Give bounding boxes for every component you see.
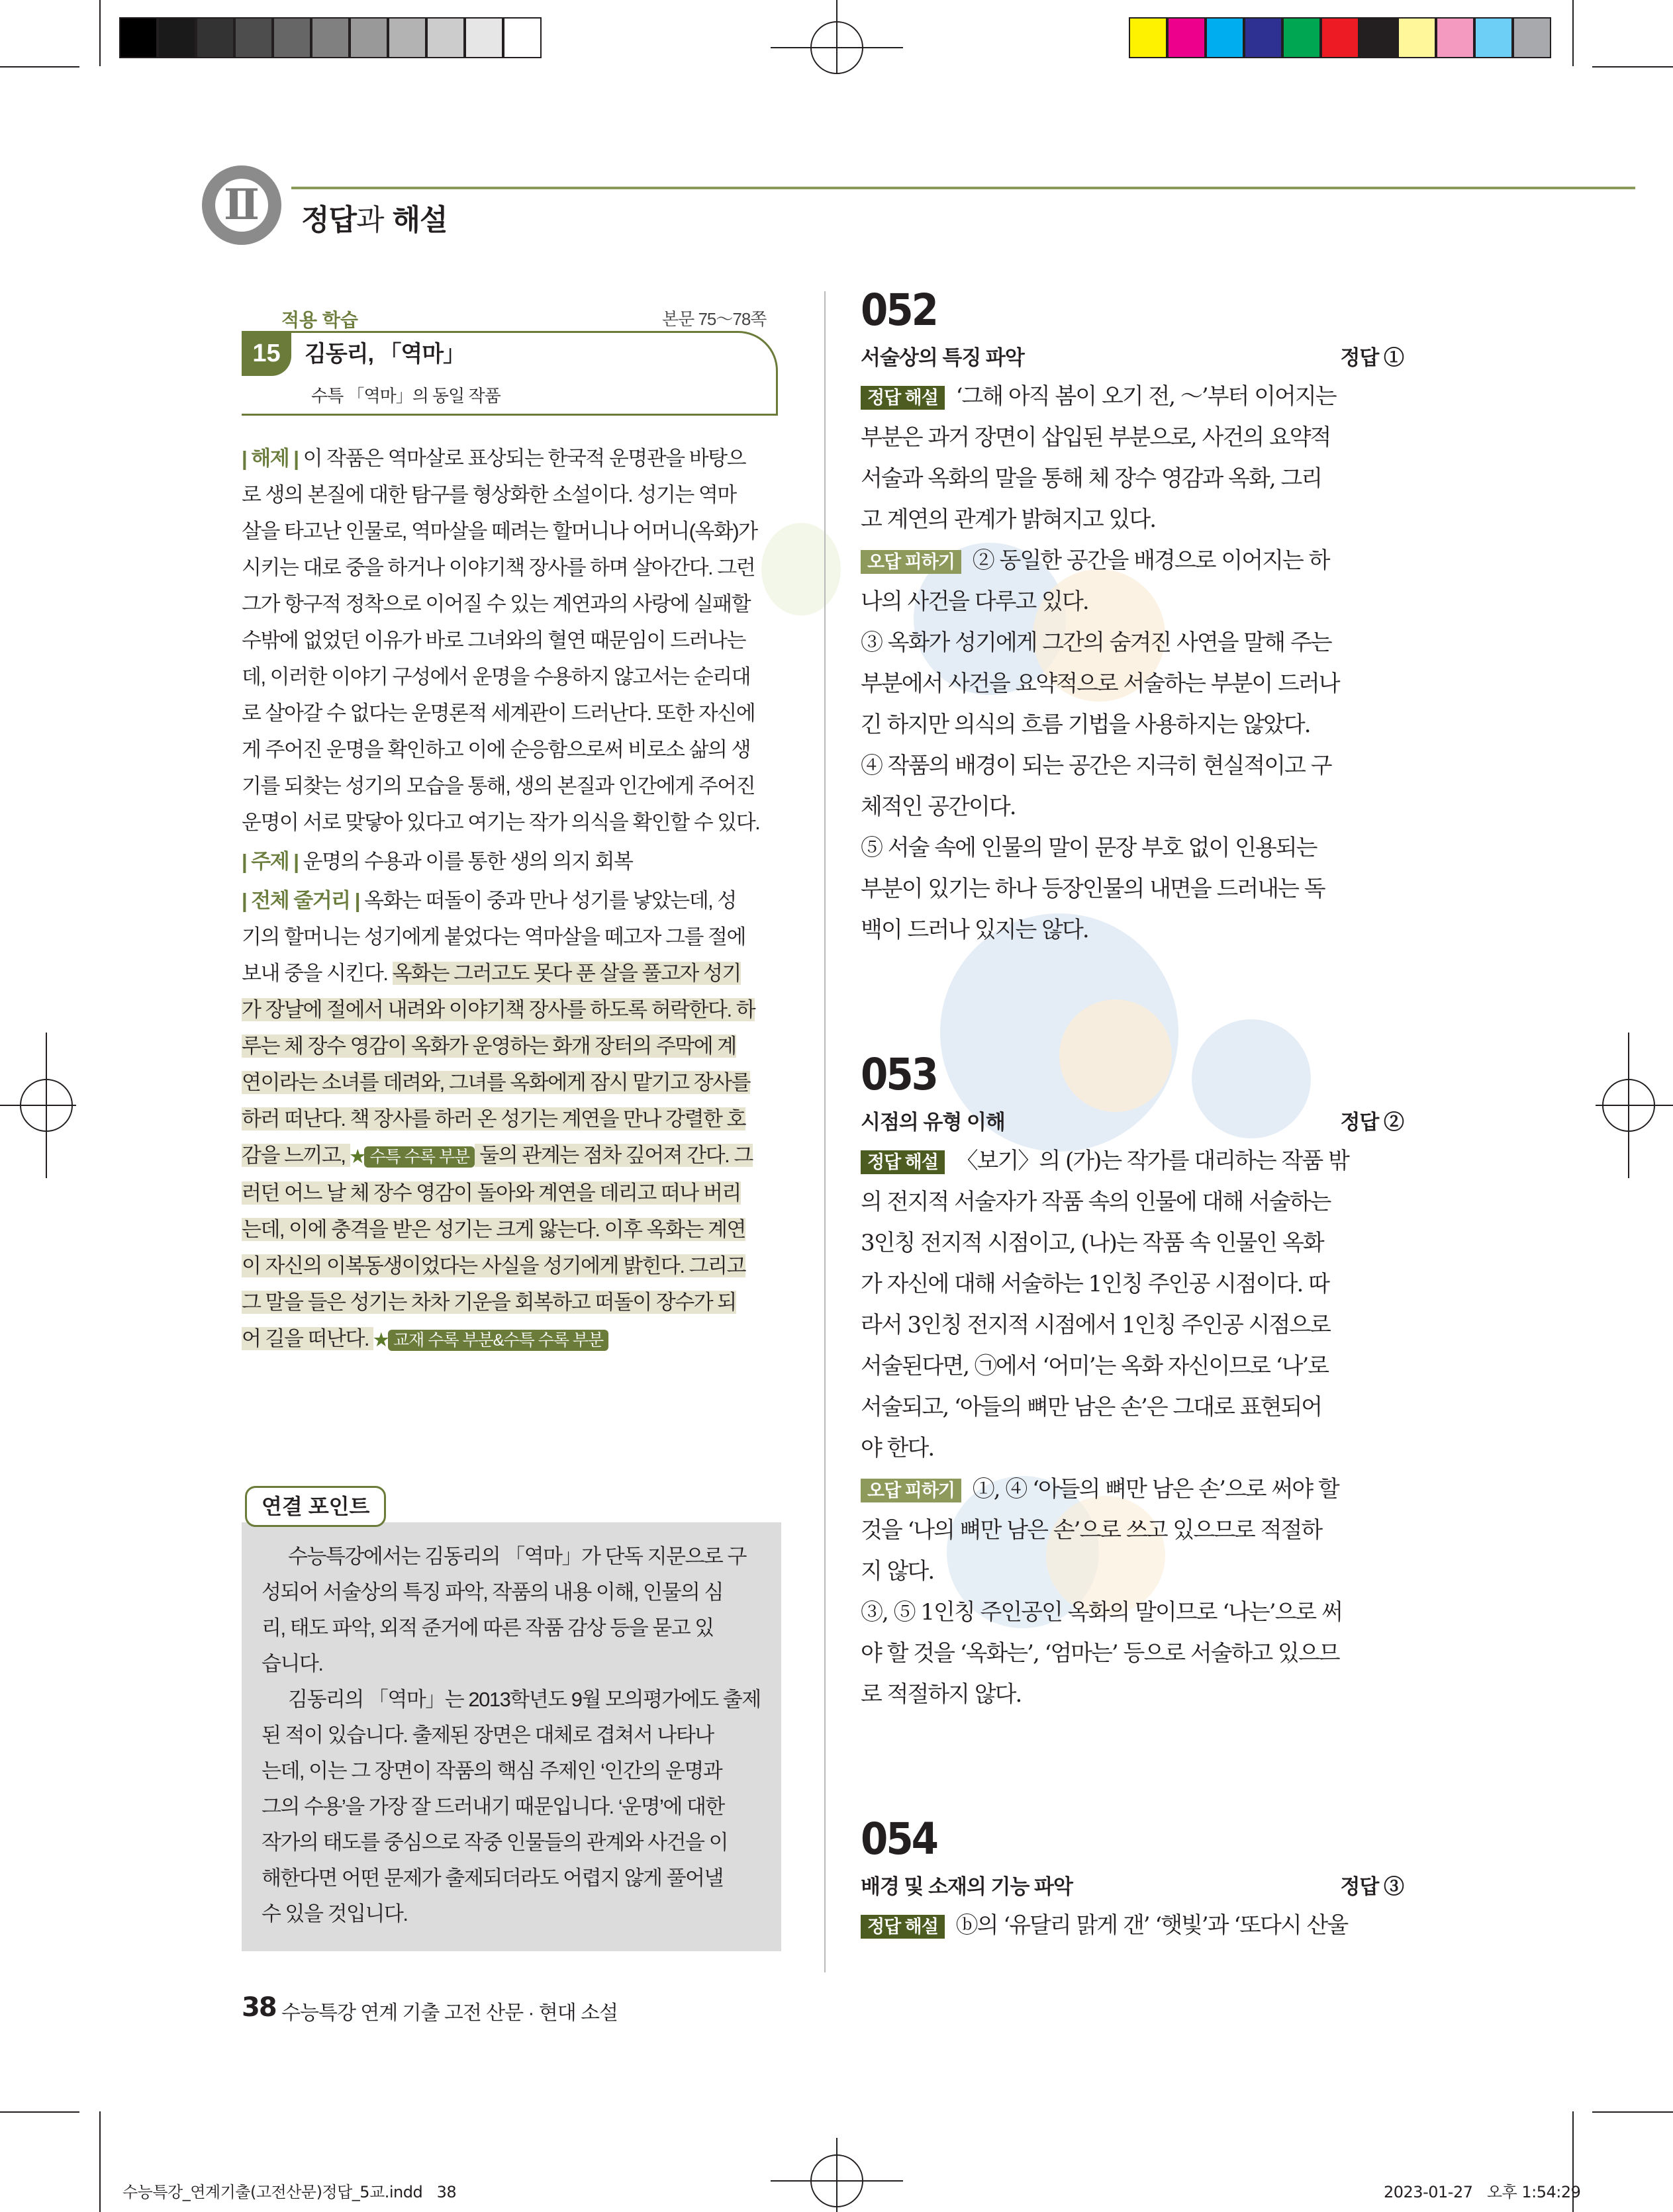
connection-line: 습니다. bbox=[262, 1652, 323, 1675]
explanation-line: ⑤ 서술 속에 인물의 말이 문장 부호 없이 인용되는 bbox=[861, 835, 1317, 861]
explanation-line: ③ 옥화가 성기에게 그간의 숨겨진 사연을 말해 주는 bbox=[861, 629, 1331, 656]
plot-line: 가 장날에 절에서 내려와 이야기책 장사를 하도록 허락한다. 하 bbox=[242, 998, 755, 1021]
connection-point-body bbox=[262, 1539, 771, 1932]
trim-mark bbox=[1592, 2111, 1673, 2113]
explanation-line: ③, ⑤ 1인칭 주인공인 옥화의 말이므로 ‘나는’으로 써 bbox=[861, 1599, 1342, 1626]
registration-mark bbox=[1596, 1105, 1673, 1106]
haeje-line: | 해제 | 이 작품은 역마살로 표상되는 한국적 운명관을 바탕으 bbox=[242, 447, 746, 470]
connection-line: 수능특강에서는 김동리의 「역마」가 단독 지문으로 구 bbox=[288, 1545, 746, 1568]
explanation-line: 정답 해설 ⓑ의 ‘유달리 맑게 갠’ ‘햇빛’과 ‘또다시 산울 bbox=[861, 1905, 1404, 1946]
connection-line: 는데, 이는 그 장면이 작품의 핵심 주제인 ‘인간의 운명과 bbox=[262, 1759, 722, 1782]
connection-line: 수 있을 것입니다. bbox=[262, 1902, 408, 1925]
question-topic: 배경 및 소재의 기능 파악 bbox=[861, 1875, 1073, 1898]
plot-line: 보내 중을 시킨다. 옥화는 그러고도 못다 푼 살을 풀고자 성기 bbox=[242, 962, 741, 985]
question-number: 052 bbox=[861, 285, 937, 336]
explanation-line: 로 적절하지 않다. bbox=[861, 1681, 1022, 1708]
calibration-swatch bbox=[350, 17, 388, 58]
calibration-swatch bbox=[196, 17, 234, 58]
registration-mark bbox=[46, 1033, 47, 1178]
explanation-line: 것을 ‘나의 뼈만 남은 손’으로 쓰고 있으므로 적절하 bbox=[861, 1517, 1322, 1544]
plot-line: 그 말을 들은 성기는 차차 기운을 회복하고 떠돌이 장수가 되 bbox=[242, 1291, 736, 1314]
explanation-line: 가 자신에 대해 서술하는 1인칭 주인공 시점이다. 따 bbox=[861, 1271, 1329, 1297]
answer-label: 정답 ③ bbox=[1340, 1875, 1404, 1898]
explanation-line: 지 않다. bbox=[861, 1558, 934, 1585]
commentary-body bbox=[242, 440, 781, 1358]
calibration-swatch bbox=[1359, 17, 1398, 58]
item-subtitle: 수특 「역마」의 동일 작품 bbox=[311, 386, 501, 406]
theme-label: | 주제 | bbox=[242, 850, 299, 873]
haeje-line: 그가 항구적 정착으로 이어질 수 있는 계연과의 사랑에 실패할 bbox=[242, 592, 751, 616]
explanation-line: 백이 드러나 있지는 않다. bbox=[861, 917, 1088, 943]
calibration-swatch bbox=[1244, 17, 1282, 58]
explanation-line: 오답 피하기 ② 동일한 공간을 배경으로 이어지는 하 bbox=[861, 540, 1404, 581]
star-icon: ★ bbox=[373, 1330, 388, 1350]
question-053 bbox=[861, 1049, 1404, 1715]
question-header bbox=[861, 1870, 1404, 1900]
haeje-line: 살을 타고난 인물로, 역마살을 떼려는 할머니나 어머니(옥화)가 bbox=[242, 520, 757, 543]
item-number: 15 bbox=[242, 331, 291, 376]
plot-line: 감을 느끼고, ★ 수특 수록 부분 둘의 관계는 점차 깊어져 간다. 그 bbox=[242, 1144, 753, 1167]
registration-mark bbox=[1628, 1033, 1629, 1178]
connection-point-title: 연결 포인트 bbox=[245, 1486, 386, 1527]
calibration-swatch bbox=[1206, 17, 1244, 58]
calibration-swatch bbox=[1282, 17, 1321, 58]
trim-mark bbox=[0, 66, 79, 68]
plot-label: | 전체 줄거리 | bbox=[242, 889, 359, 912]
star-icon: ★ bbox=[350, 1146, 365, 1166]
section-numeral: Ⅱ bbox=[215, 179, 268, 232]
page-title: 정답과 해설 bbox=[301, 203, 448, 237]
connection-line: 된 적이 있습니다. 출제된 장면은 대체로 겹쳐서 나타나 bbox=[262, 1724, 714, 1747]
explanation-line: 부분에서 사건을 요약적으로 서술하는 부분이 드러나 bbox=[861, 670, 1339, 697]
connection-line: 성되어 서술상의 특징 파악, 작품의 내용 이해, 인물의 심 bbox=[262, 1581, 723, 1604]
calibration-swatch bbox=[426, 17, 465, 58]
calibration-swatch bbox=[1321, 17, 1359, 58]
category-label: 적용 학습 bbox=[281, 310, 358, 330]
explanation-line: 정답 해설 ‘그해 아직 봄이 오기 전, ～’부터 이어지는 bbox=[861, 376, 1404, 417]
trim-mark bbox=[1572, 0, 1574, 66]
explanation-line: 라서 3인칭 전지적 시점에서 1인칭 주인공 시점으로 bbox=[861, 1312, 1330, 1338]
registration-mark bbox=[836, 2138, 837, 2212]
plot-line: 연이라는 소녀를 데려와, 그녀를 옥화에게 잠시 맡기고 장사를 bbox=[242, 1071, 751, 1094]
explanation-line: 3인칭 전지적 시점이고, (나)는 작품 속 인물인 옥화 bbox=[861, 1230, 1323, 1256]
answer-label: 정답 ② bbox=[1340, 1111, 1404, 1134]
question-number: 054 bbox=[861, 1814, 937, 1865]
correct-explanation-tag: 정답 해설 bbox=[861, 1915, 945, 1939]
calibration-swatch bbox=[119, 17, 158, 58]
haeje-line: 게 주어진 운명을 확인하고 이에 순응함으로써 비로소 삶의 생 bbox=[242, 738, 751, 761]
explanation-line: 야 한다. bbox=[861, 1435, 934, 1461]
question-054 bbox=[861, 1814, 1404, 1946]
page-reference: 본문 75～78쪽 bbox=[662, 309, 767, 329]
source-chip: 수특 수록 부분 bbox=[364, 1146, 475, 1168]
explanation-line: 체적인 공간이다. bbox=[861, 794, 1016, 820]
calibration-swatch bbox=[311, 17, 350, 58]
answer-label: 정답 ① bbox=[1340, 346, 1404, 369]
timestamp: 2023-01-27 오후 1:54:29 bbox=[1384, 2183, 1581, 2201]
color-calibration-bar bbox=[1129, 17, 1551, 58]
explanation-line: 의 전지적 서술자가 작품 속의 인물에 대해 서술하는 bbox=[861, 1189, 1331, 1215]
question-052 bbox=[861, 285, 1404, 950]
calibration-swatch bbox=[273, 17, 311, 58]
plot-line: 하러 떠난다. 책 장사를 하러 온 성기는 계연을 만나 강렬한 호 bbox=[242, 1107, 745, 1130]
question-number: 053 bbox=[861, 1049, 937, 1100]
book-title: 수능특강 연계 기출 고전 산문 · 현대 소설 bbox=[281, 2002, 618, 2024]
connection-line: 그의 수용’을 가장 잘 드러내기 때문입니다. ‘운명’에 대한 bbox=[262, 1795, 724, 1818]
plot-line: 는데, 이에 충격을 받은 성기는 크게 앓는다. 이후 옥화는 계연 bbox=[242, 1218, 745, 1241]
connection-line: 해한다면 어떤 문제가 출제되더라도 어렵지 않게 풀어낼 bbox=[262, 1866, 723, 1890]
haeje-line: 로 생의 본질에 대한 탐구를 형상화한 소설이다. 성기는 역마 bbox=[242, 483, 736, 506]
haeje-line: 기를 되찾는 성기의 모습을 통해, 생의 본질과 인간에게 주어진 bbox=[242, 774, 755, 798]
gray-calibration-bar bbox=[119, 17, 542, 58]
calibration-swatch bbox=[1513, 17, 1551, 58]
question-header bbox=[861, 341, 1404, 371]
question-header bbox=[861, 1105, 1404, 1135]
correct-explanation-tag: 정답 해설 bbox=[861, 1150, 945, 1174]
registration-mark bbox=[0, 1105, 76, 1106]
explanation-line: 고 계연의 관계가 밝혀지고 있다. bbox=[861, 506, 1156, 533]
plot-line: | 전체 줄거리 | 옥화는 떠돌이 중과 만나 성기를 낳았는데, 성 bbox=[242, 889, 736, 912]
item-title: 김동리, 「역마」 bbox=[305, 342, 465, 367]
header-rule bbox=[291, 187, 1635, 189]
trim-mark bbox=[1592, 66, 1673, 68]
calibration-swatch bbox=[1436, 17, 1474, 58]
source-chip: 교재 수록 부분&수특 수록 부분 bbox=[388, 1330, 608, 1351]
wrong-answer-tag: 오답 피하기 bbox=[861, 1479, 961, 1502]
explanation-line: 서술된다면, ㉠에서 ‘어미’는 옥화 자신이므로 ‘나’로 bbox=[861, 1353, 1329, 1379]
file-name: 수능특강_연계기출(고전산문)정답_5교.indd 38 bbox=[122, 2183, 457, 2201]
explanation-line: 긴 하지만 의식의 흐름 기법을 사용하지는 않았다. bbox=[861, 712, 1310, 738]
calibration-swatch bbox=[158, 17, 196, 58]
haeje-line: 데, 이러한 이야기 구성에서 운명을 수용하지 않고서는 순리대 bbox=[242, 665, 751, 688]
explanation-line: 서술되고, ‘아들의 뼈만 남은 손’은 그대로 표현되어 bbox=[861, 1394, 1322, 1420]
page-number: 38 bbox=[242, 1992, 276, 2023]
explanation-line: 정답 해설 〈보기〉의 (가)는 작가를 대리하는 작품 밖 bbox=[861, 1140, 1404, 1181]
trim-mark bbox=[99, 2111, 101, 2212]
explanation-line: 부분은 과거 장면이 삽입된 부분으로, 사건의 요약적 bbox=[861, 424, 1331, 451]
correct-explanation-tag: 정답 해설 bbox=[861, 386, 945, 410]
plot-line: 러던 어느 날 체 장수 영감이 돌아와 계연을 데리고 떠나 버리 bbox=[242, 1181, 741, 1205]
wrong-answer-tag: 오답 피하기 bbox=[861, 550, 961, 574]
theme-line: | 주제 | 운명의 수용과 이를 통한 생의 의지 회복 bbox=[242, 850, 633, 873]
haeje-line: 시키는 대로 중을 하거나 이야기책 장사를 하며 살아간다. 그런 bbox=[242, 556, 755, 579]
trim-mark bbox=[99, 0, 101, 66]
registration-mark bbox=[836, 0, 837, 73]
connection-line: 작가의 태도를 중심으로 작중 인물들의 관계와 사건을 이 bbox=[262, 1831, 728, 1854]
haeje-line: 운명이 서로 맞닿아 있다고 여기는 작가 의식을 확인할 수 있다. bbox=[242, 811, 760, 834]
calibration-swatch bbox=[1474, 17, 1513, 58]
calibration-swatch bbox=[1129, 17, 1167, 58]
explanation-line: 서술과 옥화의 말을 통해 체 장수 영감과 옥화, 그리 bbox=[861, 465, 1322, 492]
trim-mark bbox=[0, 2111, 79, 2113]
plot-line: 이 자신의 이복동생이었다는 사실을 성기에게 밝힌다. 그리고 bbox=[242, 1254, 745, 1277]
plot-line: 기의 할머니는 성기에게 붙었다는 역마살을 떼고자 그를 절에 bbox=[242, 925, 745, 948]
column-divider bbox=[824, 291, 826, 1972]
calibration-swatch bbox=[1167, 17, 1206, 58]
explanation-line: 나의 사건을 다루고 있다. bbox=[861, 588, 1088, 615]
explanation-line: 오답 피하기 ①, ④ ‘아들의 뼈만 남은 손’으로 써야 할 bbox=[861, 1469, 1404, 1510]
connection-line: 리, 태도 파악, 외적 준거에 따른 작품 감상 등을 묻고 있 bbox=[262, 1616, 714, 1639]
calibration-swatch bbox=[503, 17, 542, 58]
calibration-swatch bbox=[1398, 17, 1436, 58]
explanation-line: 야 할 것을 ‘옥화는’, ‘엄마는’ 등으로 서술하고 있으므 bbox=[861, 1640, 1339, 1667]
haeje-line: 로 살아갈 수 없다는 운명론적 세계관이 드러난다. 또한 자신에 bbox=[242, 702, 755, 725]
question-topic: 서술상의 특징 파악 bbox=[861, 346, 1024, 369]
calibration-swatch bbox=[465, 17, 503, 58]
plot-line: 어 길을 떠난다. ★ 교재 수록 부분&수특 수록 부분 bbox=[242, 1320, 781, 1358]
connection-line: 김동리의 「역마」는 2013학년도 9월 모의평가에도 출제 bbox=[288, 1688, 761, 1711]
calibration-swatch bbox=[234, 17, 273, 58]
explanation-line: 부분이 있기는 하나 등장인물의 내면을 드러내는 독 bbox=[861, 876, 1325, 902]
explanation-line: ④ 작품의 배경이 되는 공간은 지극히 현실적이고 구 bbox=[861, 753, 1331, 779]
calibration-swatch bbox=[388, 17, 426, 58]
haeje-line: 수밖에 없었던 이유가 바로 그녀와의 혈연 때문임이 드러나는 bbox=[242, 629, 745, 652]
plot-line: 루는 체 장수 영감이 옥화가 운영하는 화개 장터의 주막에 계 bbox=[242, 1035, 736, 1058]
question-topic: 시점의 유형 이해 bbox=[861, 1111, 1005, 1134]
haeje-label: | 해제 | bbox=[242, 447, 299, 470]
